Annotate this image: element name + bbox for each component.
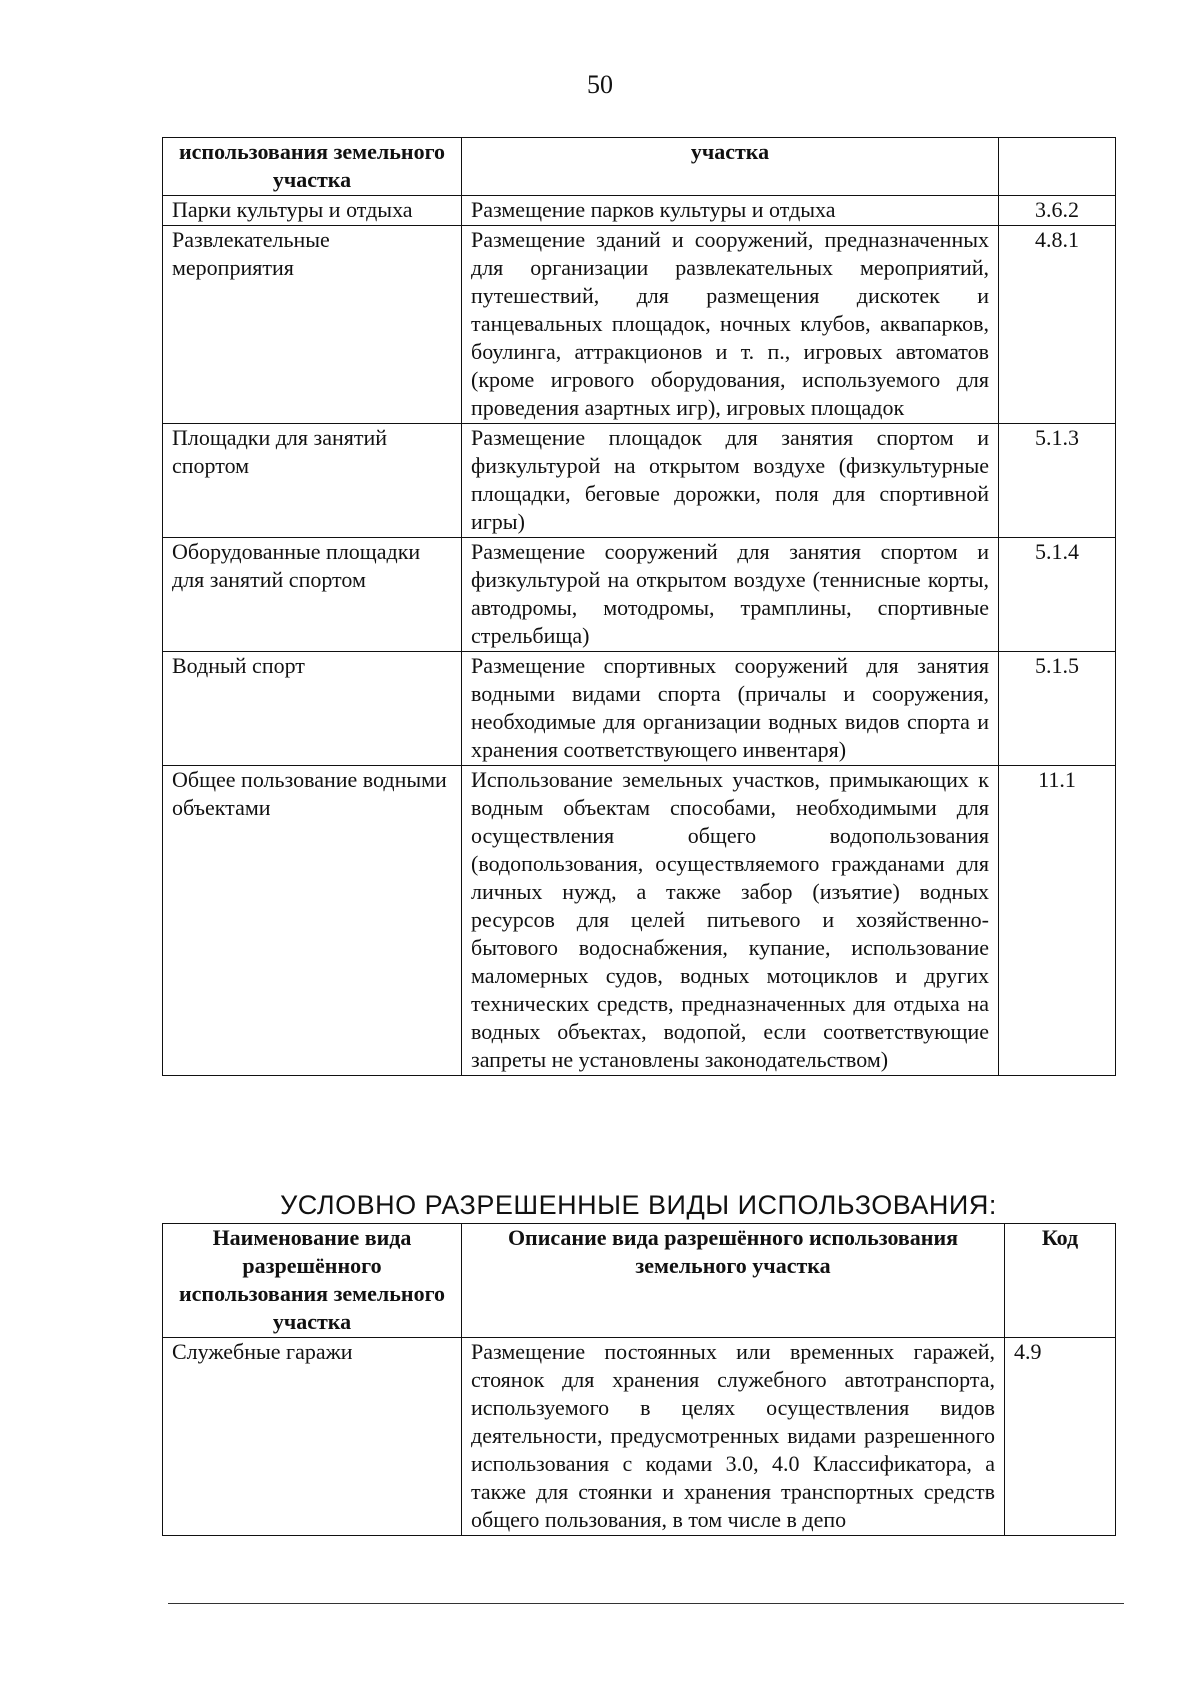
- use-code-cell: 4.9: [1005, 1338, 1116, 1536]
- table-header-row: [163, 1224, 1116, 1338]
- use-description-cell: Размещение зданий и сооружений, предназначенных для организации развлекательных мероприятий, путешествий, для размещения дискотек и танцевальных площадок, ночных клубов, аквапарков, боулинга, аттракционов и т. п., игровых автоматов (кроме игрового оборудования, используемого для проведения азартных игр), игровых площадок: [462, 226, 999, 424]
- use-code-cell: 5.1.4: [999, 538, 1116, 652]
- conditional-use-table: [162, 1223, 1116, 1536]
- page-number: 50: [587, 70, 613, 99]
- header-name-cell: Наименование вида разрешённого использования земельного участка: [163, 1224, 462, 1338]
- use-code-cell: 11.1: [999, 766, 1116, 1076]
- land-use-table-main: [162, 137, 1116, 1076]
- use-description-cell: Использование земельных участков, примыкающих к водным объектам способами, необходимыми для осуществления общего водопользования (водопользования, осуществляемого гражданами для личных нужд, а также забор (изъятие) водных ресурсов для целей питьевого и хозяйственно-бытового водоснабжения, купание, использование маломерных судов, водных мотоциклов и других технических средств, предназначенных для отдыха на водных объектах, водопой, если соответствующие запреты не установлены законодательством): [462, 766, 999, 1076]
- use-code-cell: 4.8.1: [999, 226, 1116, 424]
- table-header-row: [163, 138, 1116, 196]
- use-description-cell: Размещение площадок для занятия спортом и физкультурой на открытом воздухе (физкультурные площадки, беговые дорожки, поля для спортивной игры): [462, 424, 999, 538]
- header-code-cell: Код: [1005, 1224, 1116, 1338]
- table-row: [163, 226, 1116, 424]
- section-title: УСЛОВНО РАЗРЕШЕННЫЕ ВИДЫ ИСПОЛЬЗОВАНИЯ:: [280, 1190, 997, 1220]
- use-description-cell: Размещение парков культуры и отдыха: [462, 196, 999, 226]
- use-code-cell: 3.6.2: [999, 196, 1116, 226]
- table-row: [163, 1338, 1116, 1536]
- use-name-cell: Водный спорт: [163, 652, 462, 766]
- footer-divider: [168, 1603, 1124, 1604]
- use-code-cell: 5.1.3: [999, 424, 1116, 538]
- header-description-cell: участка: [462, 138, 999, 196]
- table-row: [163, 538, 1116, 652]
- table-row: [163, 652, 1116, 766]
- use-description-cell: Размещение постоянных или временных гаражей, стоянок для хранения служебного автотранспорта, используемого в целях осуществления видов деятельности, предусмотренных видами разрешенного использования с кодами 3.0, 4.0 Классификатора, а также для стоянки и хранения транспортных средств общего пользования, в том числе в депо: [462, 1338, 1005, 1536]
- header-code-cell: [999, 138, 1116, 196]
- use-name-cell: Развлекательные мероприятия: [163, 226, 462, 424]
- use-description-cell: Размещение сооружений для занятия спортом и физкультурой на открытом воздухе (теннисные корты, автодромы, мотодромы, трамплины, спортивные стрельбища): [462, 538, 999, 652]
- use-name-cell: Оборудованные площадки для занятий спортом: [163, 538, 462, 652]
- use-code-cell: 5.1.5: [999, 652, 1116, 766]
- table-row: [163, 424, 1116, 538]
- table-row: [163, 196, 1116, 226]
- header-name-cell: использования земельного участка: [163, 138, 462, 196]
- header-description-cell: Описание вида разрешённого использования земельного участка: [462, 1224, 1005, 1338]
- use-name-cell: Парки культуры и отдыха: [163, 196, 462, 226]
- use-description-cell: Размещение спортивных сооружений для занятия водными видами спорта (причалы и сооружения, необходимые для организации водных видов спорта и хранения соответствующего инвентаря): [462, 652, 999, 766]
- use-name-cell: Площадки для занятий спортом: [163, 424, 462, 538]
- use-name-cell: Общее пользование водными объектами: [163, 766, 462, 1076]
- use-name-cell: Служебные гаражи: [163, 1338, 462, 1536]
- table-row: [163, 766, 1116, 1076]
